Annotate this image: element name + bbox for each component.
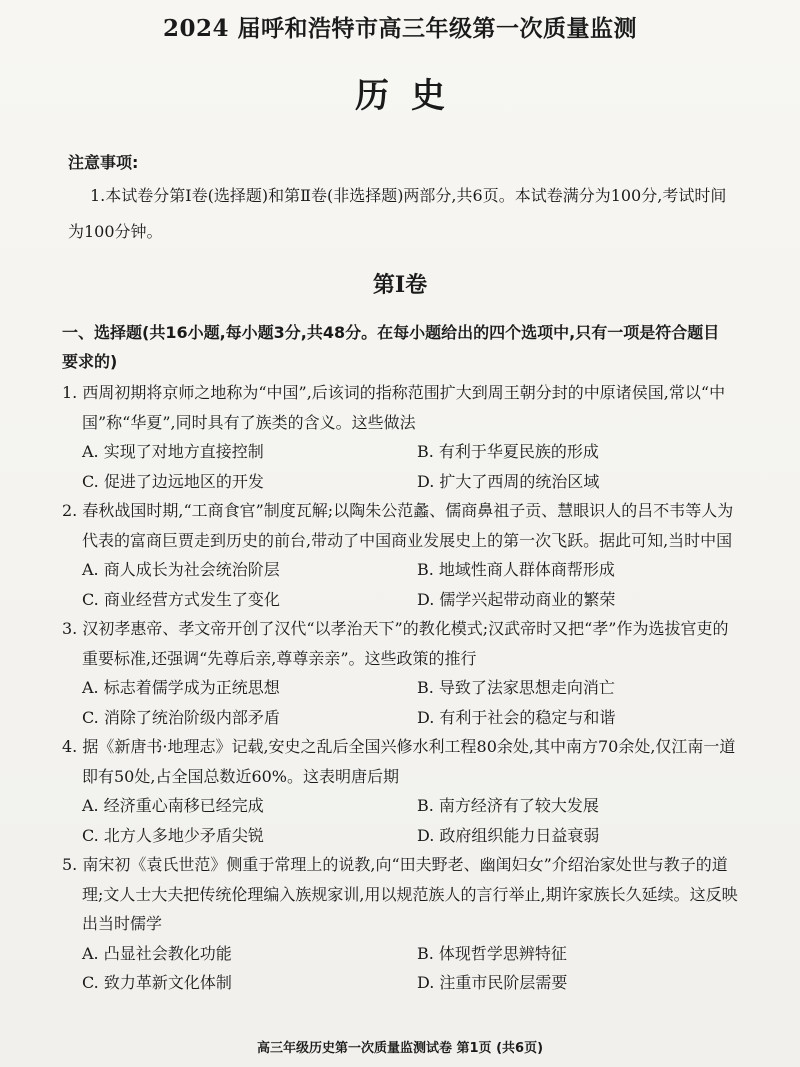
question-stem: 5. 南宋初《袁氏世范》侧重于常理上的说教,向“田夫野老、幽闺妇女”介绍治家处世与教子的道理;文人士大夫把传统伦理编入族规家训,用以规范族人的言行举止,期许家族长久延续。这反映出当时儒学: [62, 855, 738, 933]
question-4: [62, 732, 742, 850]
page-footer: 高三年级历史第一次质量监测试卷 第1页 (共6页): [256, 1041, 544, 1056]
option-d: D. 有利于社会的稳定与和谐: [417, 707, 616, 727]
section-instructions: 一、选择题(共16小题,每小题3分,共48分。在每小题给出的四个选项中,只有一项是符合题目要求的): [62, 323, 720, 371]
question-5: [62, 850, 742, 998]
option-d: D. 儒学兴起带动商业的繁荣: [417, 589, 616, 609]
option-list: [62, 555, 742, 614]
option-c: C. 致力革新文化体制: [82, 973, 232, 992]
option-d: D. 注重市民阶层需要: [417, 973, 568, 992]
option-c: C. 商业经营方式发生了变化: [82, 589, 280, 609]
section-title: 第Ⅰ卷: [372, 272, 428, 298]
question-stem: 3. 汉初孝惠帝、孝文帝开创了汉代“以孝治天下”的教化模式;汉武帝时又把“孝”作为选拔官吏的重要标准,还强调“先尊后亲,尊尊亲亲”。这些政策的推行: [62, 619, 729, 668]
question-stem: 2. 春秋战国时期,“工商食官”制度瓦解;以陶朱公范蠡、儒商鼻祖子贡、慧眼识人的吕不韦等人为代表的富商巨贾走到历史的前台,带动了中国商业发展史上的第一次飞跃。据此可知,当时中国: [62, 501, 734, 550]
notice-item-1: 1.本试卷分第Ⅰ卷(选择题)和第Ⅱ卷(非选择题)两部分,共6页。本试卷满分为100分,考试时间为100分钟。: [68, 186, 727, 241]
option-list: [62, 791, 742, 850]
option-a: A. 商人成长为社会统治阶层: [82, 560, 280, 579]
exam-title: 2024 届呼和浩特市高三年级第一次质量监测: [162, 15, 638, 42]
option-d: D. 扩大了西周的统治区域: [417, 471, 600, 491]
option-list: [62, 437, 742, 496]
option-d: D. 政府组织能力日益衰弱: [417, 825, 600, 845]
question-1: [62, 378, 742, 496]
option-a: A. 标志着儒学成为正统思想: [82, 678, 280, 697]
option-a: A. 经济重心南移已经完成: [82, 796, 264, 815]
option-list: [62, 673, 742, 732]
option-b: B. 导致了法家思想走向消亡: [417, 678, 615, 697]
question-3: [62, 614, 742, 732]
option-b: B. 地域性商人群体商帮形成: [417, 560, 615, 579]
option-c: C. 消除了统治阶级内部矛盾: [82, 707, 280, 727]
option-a: A. 实现了对地方直接控制: [82, 442, 264, 461]
question-stem: 1. 西周初期将京师之地称为“中国”,后该词的指称范围扩大到周王朝分封的中原诸侯国,常以“中国”称“华夏”,同时具有了族类的含义。这些做法: [62, 383, 726, 432]
option-a: A. 凸显社会教化功能: [82, 943, 232, 963]
option-c: C. 促进了边远地区的开发: [82, 471, 264, 491]
notice-heading: 注意事项:: [68, 153, 139, 172]
subject-title: 历史: [355, 76, 467, 116]
option-c: C. 北方人多地少矛盾尖锐: [82, 825, 264, 845]
option-b: B. 体现哲学思辨特征: [417, 943, 567, 963]
question-list: [62, 378, 742, 998]
question-stem: 4. 据《新唐书·地理志》记载,安史之乱后全国兴修水利工程80余处,其中南方70余处,仅江南一道即有50处,占全国总数近60%。这表明唐后期: [62, 737, 736, 786]
option-b: B. 南方经济有了较大发展: [417, 796, 599, 815]
option-list: [62, 939, 742, 998]
option-b: B. 有利于华夏民族的形成: [417, 442, 599, 461]
question-2: [62, 496, 742, 614]
